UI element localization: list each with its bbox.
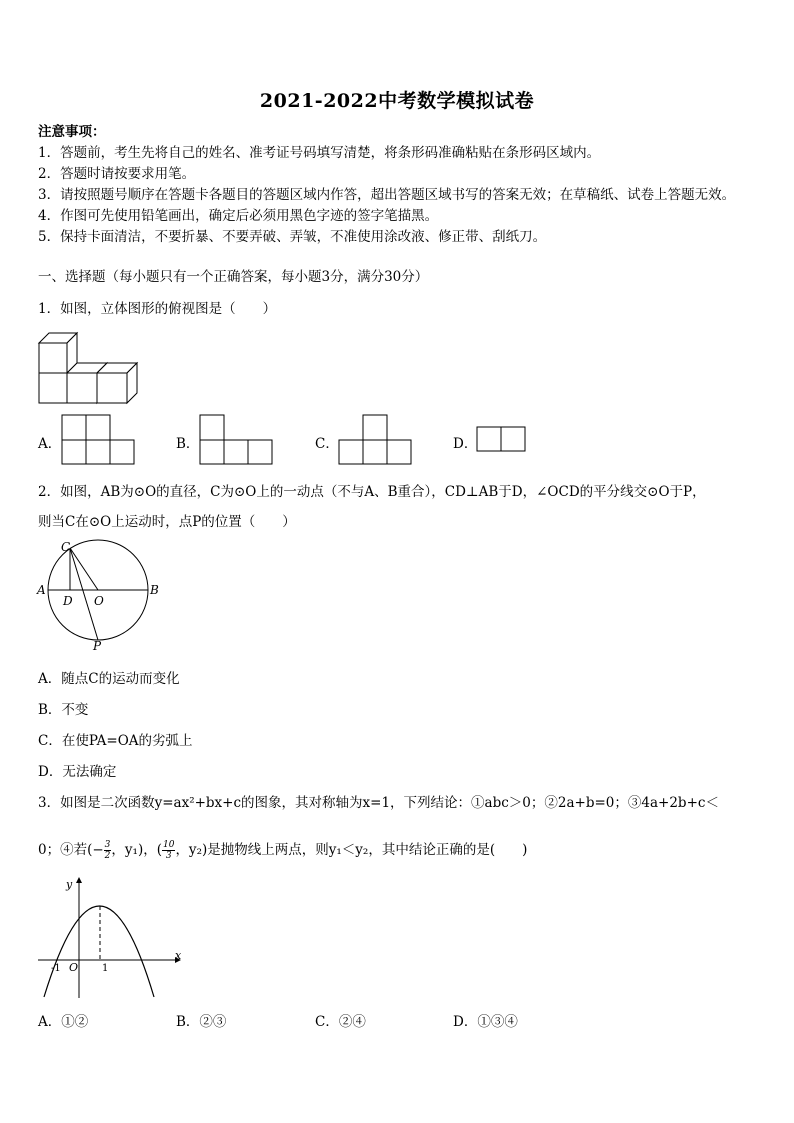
q3-option-d: D．①③④ <box>453 1014 518 1030</box>
q1-option-b-figure <box>199 414 275 466</box>
q3-stem-line-2 <box>38 838 527 861</box>
q2-label-o: O <box>94 594 104 608</box>
notice-item-2: 2．答题时请按要求用笔。 <box>38 166 196 182</box>
q3-fraction-1-den: 2 <box>104 851 111 861</box>
q1-option-d-figure <box>476 426 530 453</box>
q3-axis-x-label: x <box>175 949 182 962</box>
q3-fraction-2 <box>162 840 175 861</box>
q1-option-a-figure <box>61 414 137 466</box>
q3-fraction-2-den: 3 <box>165 851 172 861</box>
q3-stem-part-a: 0；④若(− <box>38 842 104 858</box>
q1-option-c-label: C． <box>315 436 339 452</box>
q3-option-b: B．②③ <box>176 1014 227 1030</box>
notice-heading: 注意事项： <box>38 124 106 140</box>
q2-label-b: B <box>150 583 159 597</box>
notice-item-4: 4．作图可先使用铅笔画出，确定后必须用黑色字迹的签字笔描黑。 <box>38 208 439 224</box>
page-title: 2021-2022中考数学模拟试卷 <box>259 90 535 112</box>
q2-stem-line-1: 2．如图，AB为⊙O的直径，C为⊙O上的一动点（不与A、B重合），CD⊥AB于D，∠OCD的平分线交⊙O于P， <box>38 484 706 500</box>
q2-option-a: A．随点C的运动而变化 <box>38 671 180 687</box>
section-heading: 一、选择题（每小题只有一个正确答案，每小题3分，满分30分） <box>38 269 429 285</box>
q3-fraction-1-num: 3 <box>104 840 111 850</box>
q3-tick-minus-one: -1 <box>51 963 61 974</box>
q3-fraction-2-num: 10 <box>162 840 175 850</box>
q3-stem-part-b: ，y₁)，( <box>111 842 162 858</box>
q3-option-a: A．①② <box>38 1014 89 1030</box>
q3-stem-line-1: 3．如图是二次函数y=ax²+bx+c的图象，其对称轴为x=1，下列结论：①abc＞0；②2a+b=0；③4a+2b+c＜ <box>38 795 719 811</box>
q3-stem-part-c: ，y₂)是抛物线上两点，则y₁＜y₂，其中结论正确的是( ) <box>175 842 528 858</box>
q2-label-a: A <box>37 583 46 597</box>
q2-option-b: B．不变 <box>38 702 89 718</box>
q3-origin-label: O <box>69 961 79 974</box>
q2-option-d: D．无法确定 <box>38 764 117 780</box>
q3-parabola-graph <box>34 872 186 1004</box>
q1-solid-figure <box>36 330 142 408</box>
q3-axis-y-label: y <box>66 878 73 891</box>
q1-option-c-figure <box>338 414 414 466</box>
notice-item-1: 1．答题前，考生先将自己的姓名、准考证号码填写清楚，将条形码准确粘贴在条形码区域内。 <box>38 145 601 161</box>
q2-stem-line-2: 则当C在⊙O上运动时，点P的位置（ ） <box>38 514 296 530</box>
q1-option-b-label: B． <box>176 436 200 452</box>
notice-item-5: 5．保持卡面清洁，不要折暴、不要弄破、弄皱，不准使用涂改液、修正带、刮纸刀。 <box>38 229 547 245</box>
q1-option-a-label: A． <box>38 436 62 452</box>
q3-option-c: C．②④ <box>315 1014 366 1030</box>
q3-tick-one: 1 <box>102 963 109 974</box>
q2-circle-diagram <box>34 536 164 652</box>
q1-option-d-label: D． <box>453 436 478 452</box>
q2-option-c: C．在使PA=OA的劣弧上 <box>38 733 193 749</box>
q1-stem: 1．如图，立体图形的俯视图是（ ） <box>38 301 277 317</box>
q2-label-p: P <box>93 639 102 652</box>
notice-item-3: 3．请按照题号顺序在答题卡各题目的答题区域内作答，超出答题区域书写的答案无效；在草稿纸、试卷上答题无效。 <box>38 187 736 203</box>
q2-label-c: C <box>61 540 71 554</box>
q2-label-d: D <box>63 594 73 608</box>
